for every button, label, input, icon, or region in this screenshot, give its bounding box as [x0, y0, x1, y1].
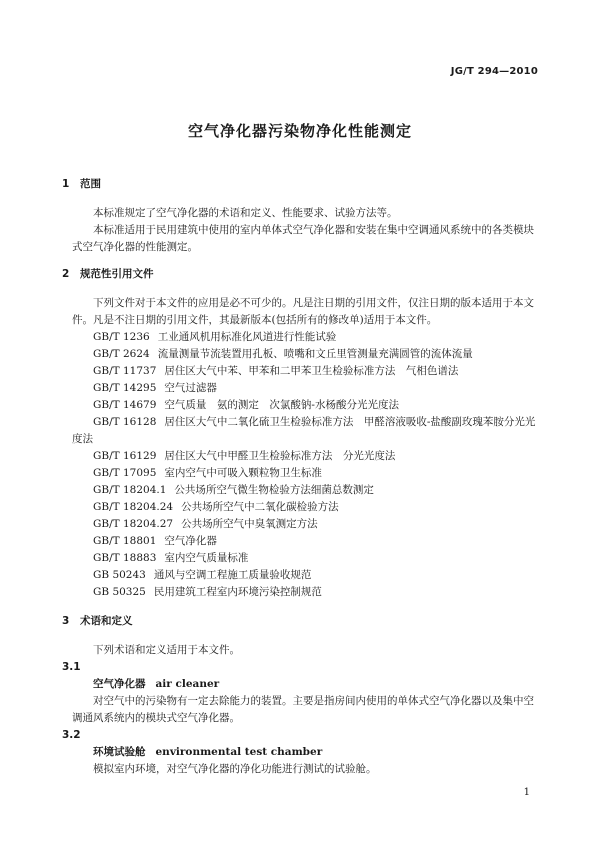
- reference-title: 公共场所空气中臭氧测定方法: [181, 518, 318, 530]
- reference-item: [93, 567, 542, 584]
- section-number: 1: [62, 178, 70, 190]
- section-number: 2: [62, 268, 70, 280]
- reference-title: 居住区大气中苯、甲苯和二甲苯卫生检验标准方法 气相色谱法: [164, 365, 459, 377]
- document-title: 空气净化器污染物净化性能测定: [187, 122, 412, 140]
- document-body: [62, 176, 542, 778]
- term-entry: [62, 659, 542, 727]
- reference-code: GB/T 17095: [93, 467, 157, 479]
- paragraph: 下列文件对于本文件的应用是必不可少的。凡是注日期的引用文件，仅注日期的版本适用于本文件。凡是不注日期的引用文件，其最新版本(包括所有的修改单)适用于本文件。: [72, 297, 534, 326]
- term-number: 3.1: [62, 661, 81, 673]
- section-title: 术语和定义: [80, 615, 133, 627]
- reference-code: GB/T 18204.24: [93, 501, 174, 513]
- reference-title: 公共场所空气中二氧化碳检验方法: [181, 501, 339, 513]
- reference-title: 空气净化器: [164, 535, 217, 547]
- section-title: 规范性引用文件: [80, 268, 154, 280]
- reference-item: [93, 448, 542, 465]
- reference-item: [93, 516, 542, 533]
- reference-code: GB/T 11737: [93, 365, 157, 377]
- term-en: environmental test chamber: [155, 746, 323, 758]
- reference-code: GB/T 18204.27: [93, 518, 174, 530]
- term-number: 3.2: [62, 729, 81, 741]
- reference-title: 工业通风机用标准化风道进行性能试验: [157, 331, 337, 343]
- page-number: 1: [523, 787, 530, 798]
- reference-code: GB/T 2624: [93, 348, 150, 360]
- reference-code: GB/T 18883: [93, 552, 157, 564]
- reference-item: [93, 346, 542, 363]
- reference-title: 流量测量节流装置用孔板、喷嘴和文丘里管测量充满圆管的流体流量: [157, 348, 473, 360]
- term-definition: 模拟室内环境，对空气净化器的净化功能进行测试的试验舱。: [93, 763, 377, 775]
- paragraph: 下列术语和定义适用于本文件。: [93, 644, 240, 656]
- term-definition: 对空气中的污染物有一定去除能力的装置。主要是指房间内使用的单体式空气净化器以及集中空调通风系统内的模块式空气净化器。: [72, 695, 534, 724]
- reference-item: [93, 584, 542, 601]
- reference-code: GB 50243: [93, 569, 146, 581]
- reference-item: [72, 414, 542, 448]
- reference-item: [93, 363, 542, 380]
- section-title: 范围: [80, 178, 101, 190]
- term-zh: 空气净化器: [93, 678, 146, 690]
- standard-code: JG/T 294—2010: [450, 66, 538, 77]
- reference-code: GB/T 18801: [93, 535, 157, 547]
- reference-code: GB/T 18204.1: [93, 484, 167, 496]
- reference-title: 室内空气中可吸入颗粒物卫生标准: [164, 467, 322, 479]
- reference-code: GB/T 14295: [93, 382, 157, 394]
- reference-item: [93, 550, 542, 567]
- section-heading: [62, 613, 542, 630]
- reference-title: 公共场所空气微生物检验方法细菌总数测定: [174, 484, 374, 496]
- reference-title: 空气过滤器: [164, 382, 217, 394]
- reference-list: [72, 329, 542, 601]
- paragraph: 本标准适用于民用建筑中使用的室内单体式空气净化器和安装在集中空调通风系统中的各类模块式空气净化器的性能测定。: [72, 224, 534, 253]
- reference-code: GB/T 1236: [93, 331, 150, 343]
- paragraph: 本标准规定了空气净化器的术语和定义、性能要求、试验方法等。: [93, 207, 398, 219]
- reference-title: 空气质量 氨的测定 次氯酸钠-水杨酸分光光度法: [164, 399, 399, 411]
- term-name: [93, 676, 542, 693]
- reference-code: GB/T 14679: [93, 399, 157, 411]
- term-entry: [62, 727, 542, 778]
- reference-code: GB/T 16128: [93, 416, 157, 428]
- reference-item: [93, 380, 542, 397]
- reference-item: [93, 533, 542, 550]
- reference-item: [93, 465, 542, 482]
- reference-title: 民用建筑工程室内环境污染控制规范: [153, 586, 322, 598]
- reference-item: [93, 499, 542, 516]
- term-en: air cleaner: [155, 678, 220, 690]
- reference-item: [93, 397, 542, 414]
- section-number: 3: [62, 615, 70, 627]
- term-name: [93, 744, 542, 761]
- reference-title: 室内空气质量标准: [164, 552, 249, 564]
- reference-title: 通风与空调工程施工质量验收规范: [153, 569, 312, 581]
- section-heading: [62, 176, 542, 193]
- reference-item: [93, 482, 542, 499]
- term-zh: 环境试验舱: [93, 746, 146, 758]
- reference-item: [93, 329, 542, 346]
- reference-title: 居住区大气中二氧化硫卫生检验标准方法 甲醛溶液吸收-盐酸副玫瑰苯胺分光光度法: [72, 416, 536, 445]
- reference-title: 居住区大气中甲醛卫生检验标准方法 分光光度法: [164, 450, 396, 462]
- reference-code: GB/T 16129: [93, 450, 157, 462]
- section-heading: [62, 266, 542, 283]
- reference-code: GB 50325: [93, 586, 146, 598]
